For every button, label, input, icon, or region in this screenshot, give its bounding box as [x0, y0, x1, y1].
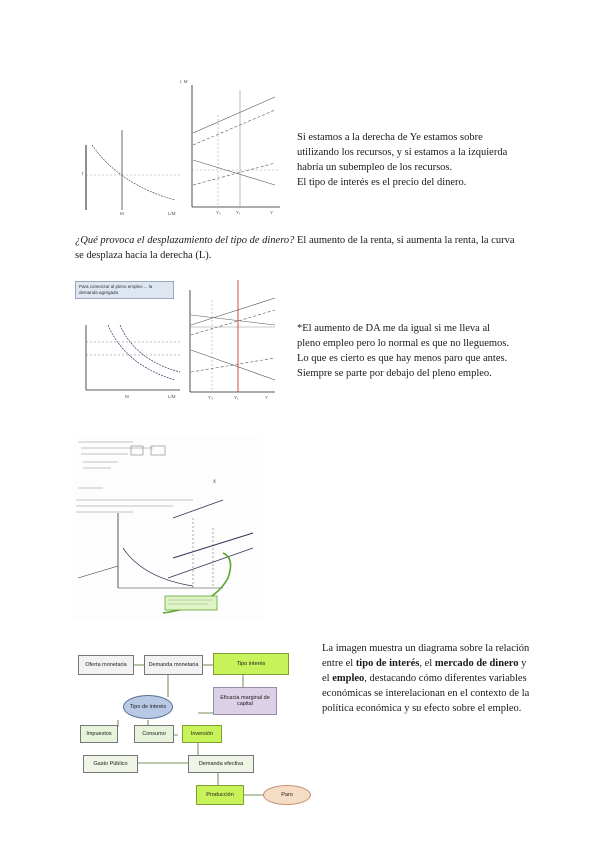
- node-demanda-monetaria: Demanda monetaria: [144, 655, 203, 675]
- svg-text:M: M: [120, 211, 124, 216]
- node-gasto-publico: Gasto Público: [83, 755, 138, 773]
- graph-da-shift: [80, 280, 280, 405]
- node-impuestos: Impuestos: [80, 725, 118, 743]
- section1-line-1: Si estamos a la derecha de Ye estamos sobre: [297, 132, 483, 143]
- section2-text: [297, 321, 547, 381]
- figure-caption: Para comenzar al pleno empleo ... la demanda agregada: [79, 284, 153, 295]
- section1-line-4: El tipo de interés es el precio del dinero.: [297, 177, 467, 188]
- node-consumo: Consumo: [134, 725, 174, 743]
- svg-text:r, M: r, M: [180, 79, 188, 84]
- node-tipo-de-interes-ellipse: Tipo de interés: [123, 695, 173, 719]
- question-paragraph: [75, 233, 525, 263]
- section3-p4: , destacando cómo diferentes variables económicas se interelacionan en el contexto de la política económica y su efecto sobre el empleo.: [322, 673, 530, 714]
- svg-text:L/M: L/M: [168, 211, 176, 216]
- svg-text:r: r: [82, 171, 84, 177]
- svg-text:Y₁: Y₁: [234, 395, 239, 400]
- node-paro: Paro: [263, 785, 311, 805]
- svg-text:Y₀: Y₀: [208, 395, 213, 400]
- answer-text: El aumento de la renta, si aumenta la renta, la curva se desplaza hacia la derecha (L).: [75, 235, 515, 261]
- svg-text:M: M: [125, 394, 129, 399]
- section2-line-2: pleno empleo pero lo normal es que no lleguemos.: [297, 338, 509, 349]
- svg-text:Y: Y: [270, 210, 274, 215]
- section3-p3: y el: [322, 658, 527, 684]
- flow-diagram: [78, 645, 298, 820]
- node-tipo-interes: Tipo interés: [213, 653, 289, 675]
- node-eficacia-marginal: Eficacia marginal de capital: [213, 687, 277, 715]
- section3-b3: empleo: [332, 673, 365, 684]
- graph-is-lm-top: [80, 75, 285, 220]
- section3-b1: tipo de interés: [355, 658, 420, 669]
- question-text: ¿Qué provoca el desplazamiento del tipo de dinero?: [75, 235, 295, 246]
- section3-text: [322, 641, 532, 716]
- svg-text:L/M: L/M: [168, 394, 176, 399]
- handwritten-notes-image: [73, 438, 263, 620]
- svg-text:Y₁: Y₁: [236, 210, 241, 215]
- node-inversion: Inversión: [182, 725, 222, 743]
- section1-text: [297, 130, 537, 190]
- section2-line-3: Lo que es cierto es que hay menos paro que antes.: [297, 353, 508, 364]
- node-oferta-monetaria: Oferta monetaria: [78, 655, 134, 675]
- section1-line-3: habría un subempleo de los recursos.: [297, 162, 453, 173]
- section3-p2: , el: [419, 658, 435, 669]
- svg-text:Y: Y: [265, 395, 269, 400]
- node-produccion: Producción: [196, 785, 244, 805]
- section3-p1: La imagen muestra un diagrama sobre la relación entre el: [322, 643, 530, 669]
- section3-b2: mercado de dinero: [434, 658, 519, 669]
- section2-line-4: Siempre se parte por debajo del pleno empleo.: [297, 368, 492, 379]
- node-demanda-efectiva: Demanda efectiva: [188, 755, 254, 773]
- section2-line-1: *El aumento de DA me da igual si me lleva al: [297, 323, 491, 334]
- svg-text:Y₀: Y₀: [216, 210, 221, 215]
- svg-text:x: x: [213, 479, 216, 485]
- section1-line-2: utilizando los recursos, y si estamos a la izquierda: [297, 147, 508, 158]
